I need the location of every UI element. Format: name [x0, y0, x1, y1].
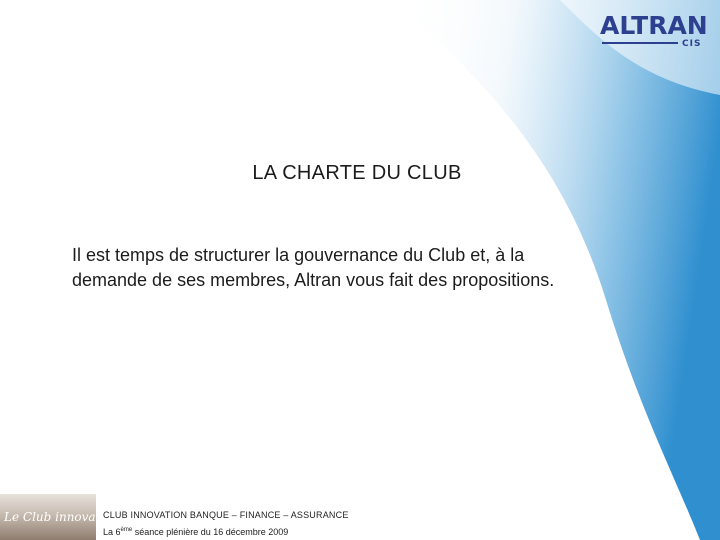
logo-sub: CIS	[682, 39, 702, 49]
logo-underline	[602, 42, 678, 44]
altran-logo	[600, 12, 710, 48]
footer-session-suffix: séance plénière du 16 décembre 2009	[132, 527, 289, 537]
body-line-1: Il est temps de structurer la gouvernance du Club et, à la	[72, 245, 525, 265]
footer-session	[103, 527, 288, 537]
footer-club-name: CLUB INNOVATION BANQUE – FINANCE – ASSURANCE	[103, 510, 349, 520]
slide-body	[72, 243, 672, 293]
slide-title: LA CHARTE DU CLUB	[252, 162, 462, 184]
thumbnail-text: Le Club innovation	[4, 510, 120, 524]
body-line-2: demande de ses membres, Altran vous fait des propositions.	[72, 270, 555, 290]
footer-session-prefix: La 6	[103, 527, 121, 537]
footer-session-sup: ème	[120, 527, 133, 533]
logo-wordmark: ALTRAN	[600, 11, 708, 40]
